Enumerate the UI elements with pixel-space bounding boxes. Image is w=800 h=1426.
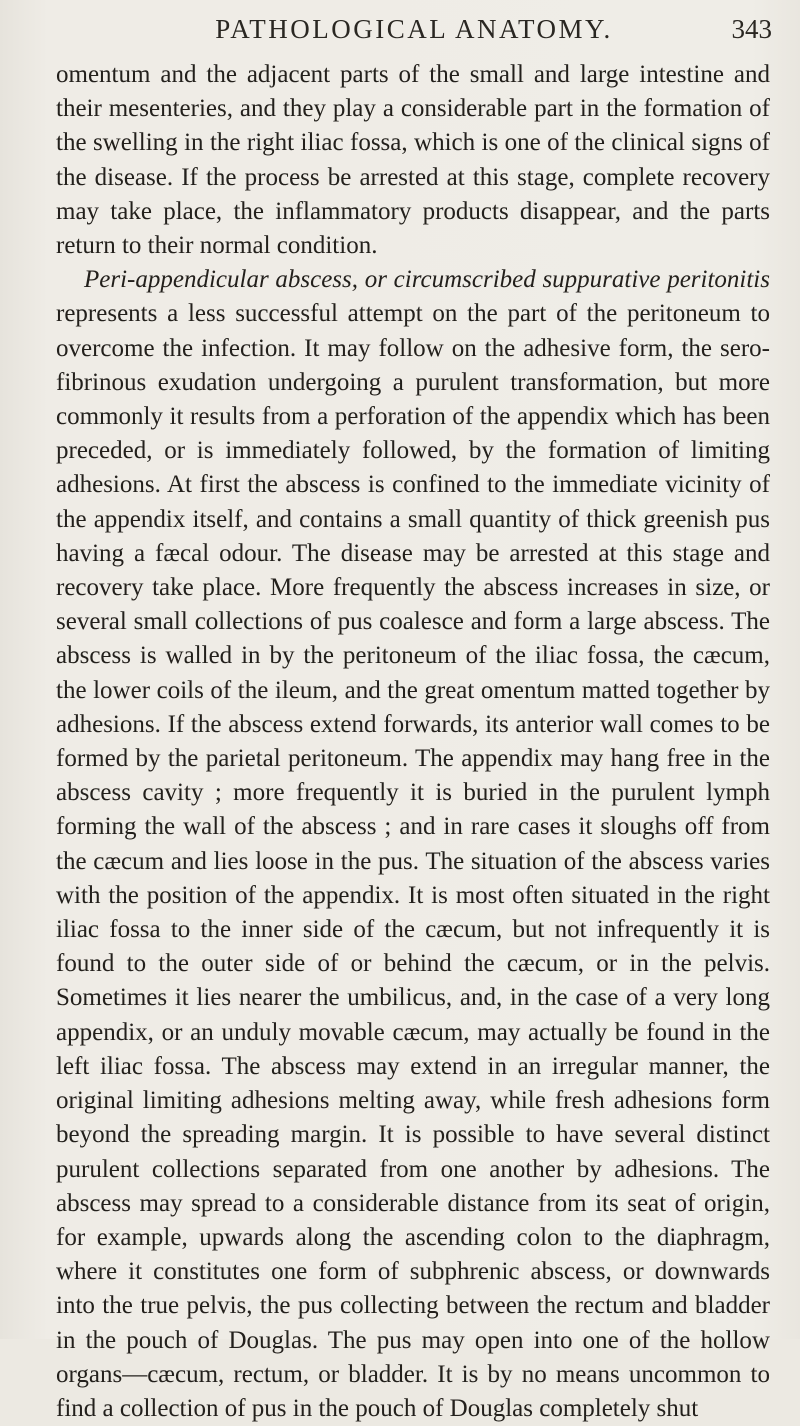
running-title: PATHOLOGICAL ANATOMY. <box>215 14 613 44</box>
paragraph-2-italic-lead: Peri-appendicular abscess, or circumscribed suppurative peritonitis <box>84 266 770 294</box>
running-head <box>56 14 772 54</box>
body-text <box>56 58 770 1426</box>
paragraph-1-text: omentum and the adjacent parts of the small and large intestine and their mesenteries, and they play a considerable part in the formation of the swelling in the right iliac fossa, which is one of the clinical signs of the disease. If the process be arrested at this stage, complete recovery may take place, the inflammatory products disappear, and the parts return to their normal condition. <box>56 61 770 260</box>
page-number: 343 <box>731 14 772 44</box>
paragraph-2-text: represents a less successful attempt on the part of the peritoneum to overcome the infection. It may follow on the adhesive form, the sero-fibrinous exudation undergoing a purulent transformation, but more commonly it results from a perforation of the appendix which has been preceded, or is immediately followed, by the formation of limiting adhesions. At first the abscess is confined to the immediate vicinity of the appendix itself, and contains a small quantity of thick greenish pus having a fæcal odour. The disease may be arrested at this stage and recovery take place. More frequently the abscess increases in size, or several small collections of pus coalesce and form a large abscess. The abscess is walled in by the peritoneum of the iliac fossa, the cæcum, the lower coils of the ileum, and the great omentum matted together by adhesions. If the abscess extend forwards, its anterior wall comes to be formed by the parietal peritoneum. The appendix may hang free in the abscess cavity ; more frequently it is buried in the purulent lymph forming the wall of the abscess ; and in rare cases it sloughs off from the cæcum and lies loose in the pus. The situation of the abscess varies with the position of the appendix. It is most often situated in the right iliac fossa to the inner side of the cæcum, but not infrequently it is found to the outer side of or behind the cæcum, or in the pelvis. Sometimes it lies nearer the umbilicus, and, in the case of a very long appendix, or an unduly movable cæcum, may actually be found in the left iliac fossa. The abscess may extend in an irregular manner, the original limiting adhesions melting away, while fresh adhesions form beyond the spreading margin. It is possible to have several distinct purulent collections separated from one another by adhesions. The abscess may spread to a considerable distance from its seat of origin, for example, upwards along the ascending colon to the diaphragm, where it constitutes one form of subphrenic abscess, or downwards into the true pelvis, the pus collecting between the rectum and bladder in the pouch of Douglas. The pus may open into one of the hollow organs—cæcum, rectum, or bladder. It is by no means uncommon to find a collection of pus in the pouch of Douglas completely shut <box>56 300 770 1422</box>
paragraph-1 <box>56 58 770 263</box>
paragraph-2 <box>56 263 770 1426</box>
